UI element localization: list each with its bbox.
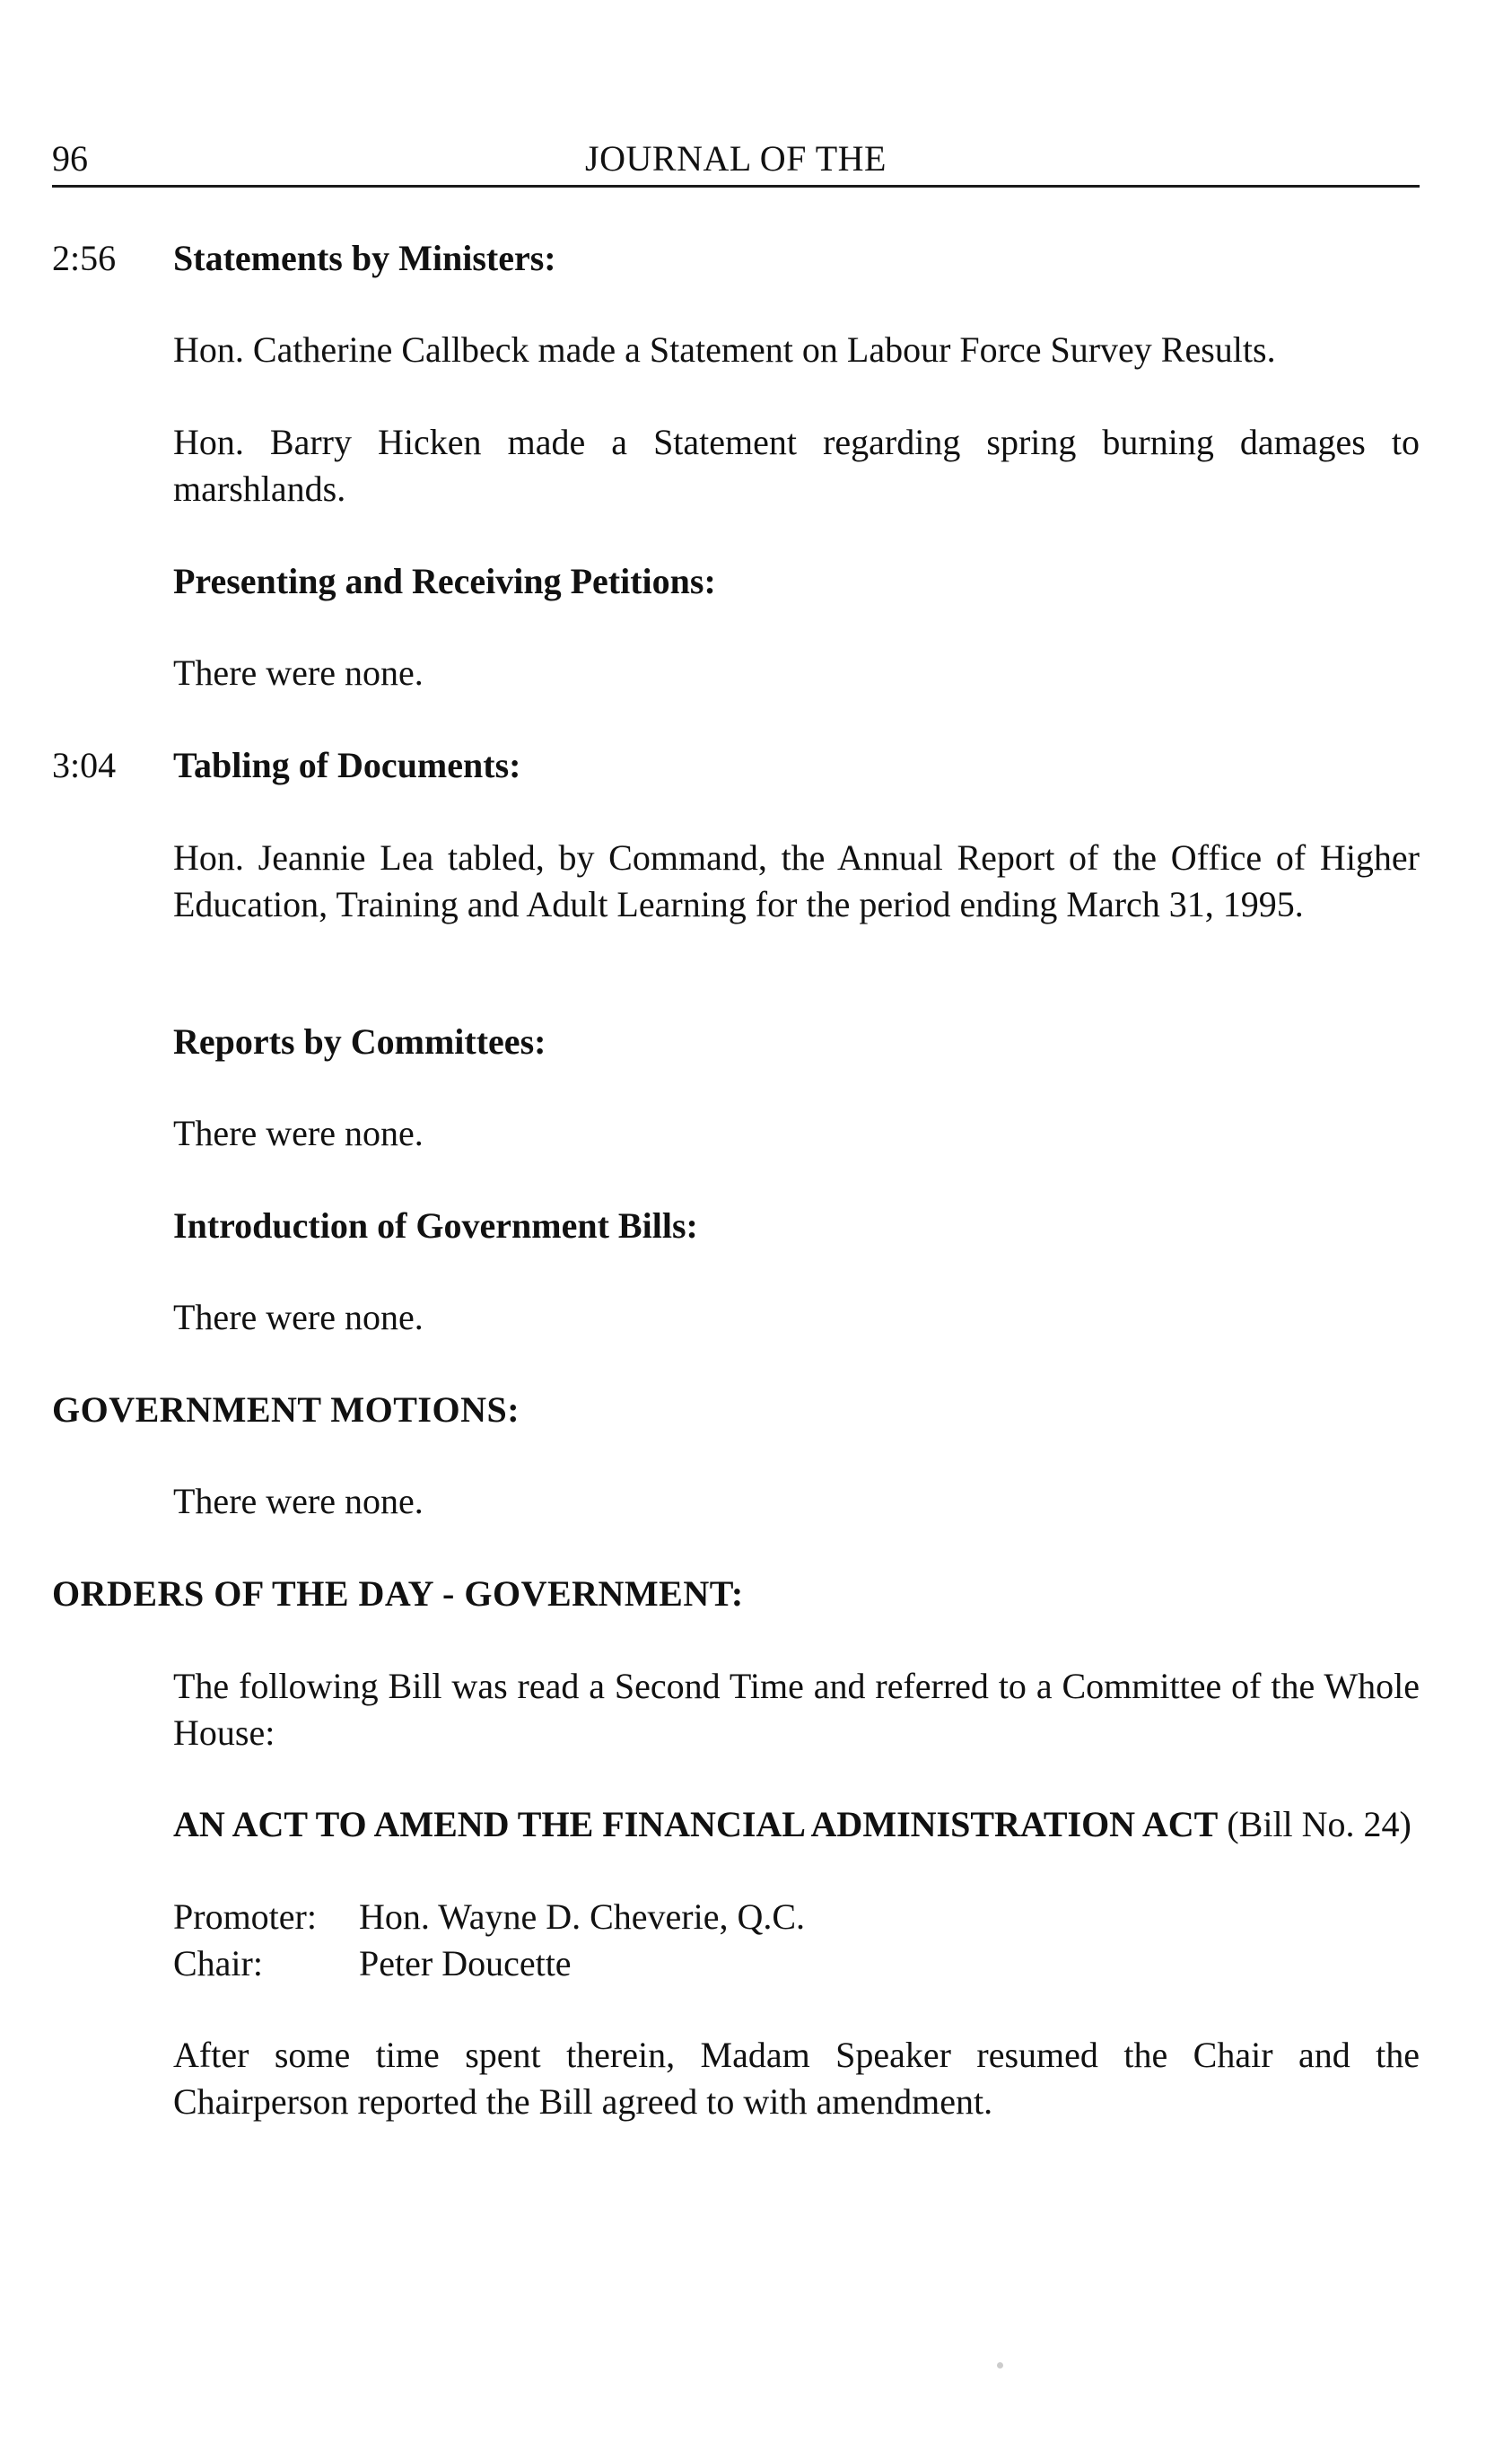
heading-petitions: Presenting and Receiving Petitions: bbox=[173, 561, 716, 601]
bill-entry bbox=[173, 1801, 1420, 1848]
orders-intro: The following Bill was read a Second Time and referred to a Committee of the Whole House: bbox=[173, 1666, 1420, 1753]
promoter-value: Hon. Wayne D. Cheverie, Q.C. bbox=[359, 1896, 806, 1937]
page-header bbox=[52, 135, 1420, 183]
heading-tabling-of-documents: Tabling of Documents: bbox=[173, 745, 521, 785]
committee-outcome: After some time spent therein, Madam Speaker resumed the Chair and the Chairperson reported the Bill agreed to with amendment. bbox=[173, 2035, 1420, 2122]
tabling-text: Hon. Jeannie Lea tabled, by Command, the Annual Report of the Office of Higher Education, Training and Adult Learning for the period ending March 31, 1995. bbox=[173, 837, 1420, 924]
reports-text: There were none. bbox=[173, 1113, 424, 1153]
page-number: 96 bbox=[52, 138, 88, 179]
chair-value: Peter Doucette bbox=[359, 1943, 572, 1983]
government-bills-text: There were none. bbox=[173, 1297, 424, 1337]
statement-item: Hon. Catherine Callbeck made a Statement on Labour Force Survey Results. bbox=[173, 329, 1276, 370]
heading-reports-by-committees: Reports by Committees: bbox=[173, 1021, 546, 1062]
section-government-motions: GOVERNMENT MOTIONS: bbox=[52, 1389, 520, 1430]
government-motions-text: There were none. bbox=[173, 1481, 424, 1521]
scan-artifact bbox=[997, 2362, 1003, 2369]
header-rule bbox=[52, 185, 1420, 188]
statement-item: Hon. Barry Hicken made a Statement regarding spring burning damages to marshlands. bbox=[173, 422, 1420, 509]
time-stamp-statements: 2:56 bbox=[52, 238, 117, 278]
petitions-text: There were none. bbox=[173, 652, 424, 693]
chair-label: Chair: bbox=[173, 1943, 263, 1983]
bill-title: AN ACT TO AMEND THE FINANCIAL ADMINISTRATION ACT bbox=[173, 1804, 1219, 1844]
heading-government-bills: Introduction of Government Bills: bbox=[173, 1205, 698, 1246]
running-title: JOURNAL OF THE bbox=[585, 138, 887, 179]
time-stamp-tabling: 3:04 bbox=[52, 745, 117, 785]
heading-statements-by-ministers: Statements by Ministers: bbox=[173, 238, 556, 278]
section-orders-of-the-day: ORDERS OF THE DAY - GOVERNMENT: bbox=[52, 1573, 744, 1614]
promoter-label: Promoter: bbox=[173, 1896, 317, 1937]
bill-number: (Bill No. 24) bbox=[1218, 1804, 1411, 1844]
